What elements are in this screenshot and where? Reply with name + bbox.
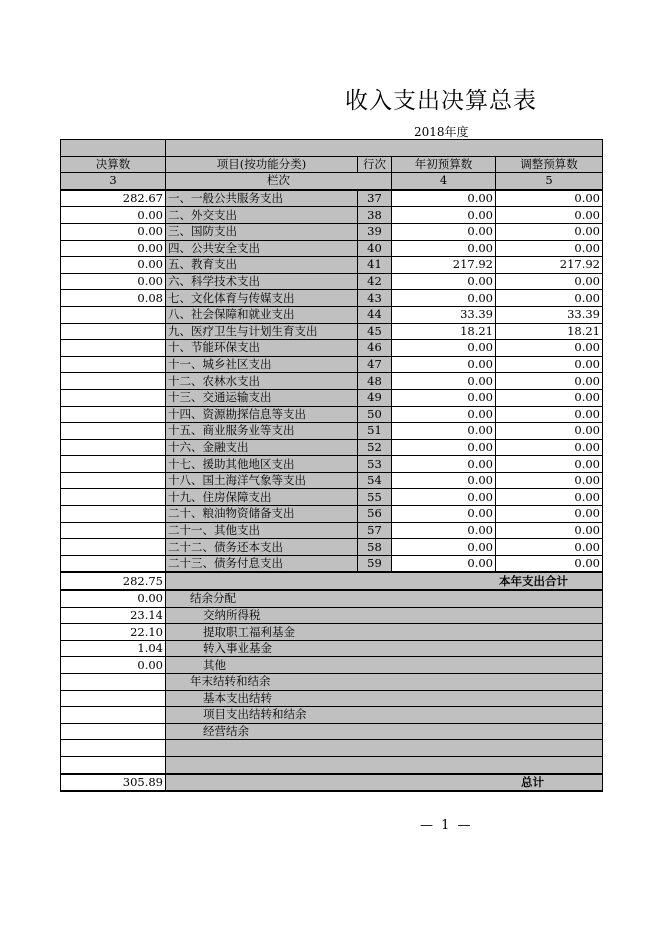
allocation-row	[61, 740, 603, 757]
item-label-cell: 七、文化体育与传媒支出	[166, 290, 358, 307]
initial-budget-cell: 0.00	[392, 223, 496, 240]
final-amount-cell	[61, 439, 166, 456]
allocation-value-cell: 1.04	[61, 640, 166, 657]
row-number-cell: 45	[358, 323, 392, 340]
initial-budget-cell: 0.00	[392, 373, 496, 390]
allocation-row	[61, 690, 603, 707]
row-number-cell: 38	[358, 207, 392, 224]
item-label-cell: 九、医疗卫生与计划生育支出	[166, 323, 358, 340]
adjusted-budget-cell: 0.00	[496, 472, 603, 489]
row-number-cell: 55	[358, 489, 392, 506]
adjusted-budget-cell: 0.00	[496, 373, 603, 390]
allocation-row	[61, 640, 603, 657]
final-amount-cell	[61, 489, 166, 506]
allocation-label-cell	[166, 740, 603, 757]
allocation-label-cell: 项目支出结转和结余	[166, 707, 603, 724]
final-amount-cell: 0.00	[61, 257, 166, 274]
final-amount-cell	[61, 539, 166, 556]
header-final-amount: 决算数	[61, 156, 166, 173]
item-label-cell: 二十三、债务付息支出	[166, 555, 358, 572]
item-label-cell: 十九、住房保障支出	[166, 489, 358, 506]
row-number-cell: 46	[358, 340, 392, 357]
allocation-label-cell: 其他	[166, 657, 603, 674]
adjusted-budget-cell: 0.00	[496, 290, 603, 307]
final-amount-cell: 0.00	[61, 207, 166, 224]
allocation-value-cell	[61, 740, 166, 757]
table-row	[61, 389, 603, 406]
initial-budget-cell: 0.00	[392, 273, 496, 290]
initial-budget-cell: 0.00	[392, 406, 496, 423]
header-adjusted-budget: 调整预算数	[496, 156, 603, 173]
initial-budget-cell: 0.00	[392, 356, 496, 373]
adjusted-budget-cell: 0.00	[496, 555, 603, 572]
row-number-cell: 48	[358, 373, 392, 390]
item-label-cell: 十一、城乡社区支出	[166, 356, 358, 373]
table-row	[61, 340, 603, 357]
item-label-cell: 十二、农林水支出	[166, 373, 358, 390]
summary-table	[60, 139, 603, 792]
adjusted-budget-cell: 0.00	[496, 207, 603, 224]
final-amount-cell: 0.00	[61, 273, 166, 290]
allocation-row	[61, 657, 603, 674]
item-label-cell: 一、一般公共服务支出	[166, 190, 358, 207]
subheader-col-3: 3	[61, 173, 166, 190]
adjusted-budget-cell: 0.00	[496, 406, 603, 423]
allocation-value-cell: 23.14	[61, 607, 166, 624]
annual-total-row	[61, 572, 603, 590]
final-amount-cell	[61, 306, 166, 323]
blank-cell	[166, 140, 603, 157]
adjusted-budget-cell: 0.00	[496, 240, 603, 257]
item-label-cell: 三、国防支出	[166, 223, 358, 240]
row-number-cell: 59	[358, 555, 392, 572]
initial-budget-cell: 0.00	[392, 240, 496, 257]
blank-cell	[61, 140, 166, 157]
allocation-row	[61, 624, 603, 641]
row-number-cell: 37	[358, 190, 392, 207]
allocation-row	[61, 607, 603, 624]
page-title: 收入支出决算总表	[345, 88, 537, 114]
subheader-col-4: 4	[392, 173, 496, 190]
grand-total-value: 305.89	[61, 774, 166, 792]
final-amount-cell	[61, 340, 166, 357]
row-number-cell: 44	[358, 306, 392, 323]
allocation-value-cell: 0.00	[61, 657, 166, 674]
final-amount-cell	[61, 522, 166, 539]
table-row	[61, 439, 603, 456]
table-row	[61, 423, 603, 440]
table-row	[61, 356, 603, 373]
allocation-label-cell: 年末结转和结余	[166, 674, 603, 691]
item-label-cell: 六、科学技术支出	[166, 273, 358, 290]
table-row	[61, 190, 603, 207]
initial-budget-cell: 0.00	[392, 423, 496, 440]
final-amount-cell	[61, 472, 166, 489]
initial-budget-cell: 0.00	[392, 207, 496, 224]
adjusted-budget-cell: 0.00	[496, 273, 603, 290]
item-label-cell: 十、节能环保支出	[166, 340, 358, 357]
table-row	[61, 306, 603, 323]
final-amount-cell: 282.67	[61, 190, 166, 207]
table-row	[61, 257, 603, 274]
final-amount-cell: 0.08	[61, 290, 166, 307]
allocation-value-cell: 0.00	[61, 590, 166, 607]
initial-budget-cell: 0.00	[392, 489, 496, 506]
row-number-cell: 54	[358, 472, 392, 489]
initial-budget-cell: 217.92	[392, 257, 496, 274]
header-row	[61, 156, 603, 173]
subheader-row	[61, 173, 603, 190]
initial-budget-cell: 0.00	[392, 506, 496, 523]
table-row	[61, 555, 603, 572]
table-row	[61, 539, 603, 556]
allocation-row	[61, 674, 603, 691]
table-row	[61, 273, 603, 290]
allocation-row	[61, 590, 603, 607]
final-amount-cell: 0.00	[61, 223, 166, 240]
initial-budget-cell: 0.00	[392, 472, 496, 489]
allocation-row	[61, 756, 603, 773]
page-number: — 1 —	[420, 818, 473, 833]
row-number-cell: 39	[358, 223, 392, 240]
adjusted-budget-cell: 18.21	[496, 323, 603, 340]
final-amount-cell	[61, 555, 166, 572]
allocation-label-cell	[166, 756, 603, 773]
allocation-value-cell: 22.10	[61, 624, 166, 641]
adjusted-budget-cell: 0.00	[496, 539, 603, 556]
row-number-cell: 40	[358, 240, 392, 257]
initial-budget-cell: 0.00	[392, 290, 496, 307]
table-row	[61, 323, 603, 340]
row-number-cell: 49	[358, 389, 392, 406]
row-number-cell: 51	[358, 423, 392, 440]
initial-budget-cell: 0.00	[392, 539, 496, 556]
grand-total-row	[61, 774, 603, 792]
item-label-cell: 十四、资源勘探信息等支出	[166, 406, 358, 423]
table-row	[61, 472, 603, 489]
allocation-value-cell	[61, 690, 166, 707]
allocation-label-cell: 转入事业基金	[166, 640, 603, 657]
initial-budget-cell: 33.39	[392, 306, 496, 323]
item-label-cell: 十八、国土海洋气象等支出	[166, 472, 358, 489]
grand-total-label: 总计	[166, 774, 603, 792]
adjusted-budget-cell: 0.00	[496, 423, 603, 440]
row-number-cell: 53	[358, 456, 392, 473]
initial-budget-cell: 0.00	[392, 340, 496, 357]
allocation-value-cell	[61, 707, 166, 724]
final-amount-cell	[61, 406, 166, 423]
final-amount-cell	[61, 456, 166, 473]
item-label-cell: 二十二、债务还本支出	[166, 539, 358, 556]
allocation-label-cell: 交纳所得税	[166, 607, 603, 624]
table-row	[61, 207, 603, 224]
adjusted-budget-cell: 0.00	[496, 340, 603, 357]
item-label-cell: 五、教育支出	[166, 257, 358, 274]
item-label-cell: 四、公共安全支出	[166, 240, 358, 257]
item-label-cell: 十六、金融支出	[166, 439, 358, 456]
initial-budget-cell: 0.00	[392, 389, 496, 406]
row-number-cell: 50	[358, 406, 392, 423]
table-row	[61, 406, 603, 423]
table-row	[61, 240, 603, 257]
row-number-cell: 52	[358, 439, 392, 456]
adjusted-budget-cell: 0.00	[496, 223, 603, 240]
initial-budget-cell: 0.00	[392, 555, 496, 572]
allocation-value-cell	[61, 756, 166, 773]
annual-total-label: 本年支出合计	[166, 572, 603, 590]
initial-budget-cell: 0.00	[392, 522, 496, 539]
header-initial-budget: 年初预算数	[392, 156, 496, 173]
adjusted-budget-cell: 217.92	[496, 257, 603, 274]
adjusted-budget-cell: 0.00	[496, 356, 603, 373]
table-row	[61, 373, 603, 390]
annual-total-value: 282.75	[61, 572, 166, 590]
item-label-cell: 十三、交通运输支出	[166, 389, 358, 406]
final-amount-cell	[61, 389, 166, 406]
adjusted-budget-cell: 0.00	[496, 439, 603, 456]
adjusted-budget-cell: 0.00	[496, 489, 603, 506]
adjusted-budget-cell: 0.00	[496, 456, 603, 473]
allocation-label-cell: 经营结余	[166, 723, 603, 740]
final-amount-cell	[61, 373, 166, 390]
allocation-label-cell: 基本支出结转	[166, 690, 603, 707]
row-number-cell: 41	[358, 257, 392, 274]
final-amount-cell	[61, 506, 166, 523]
allocation-value-cell	[61, 674, 166, 691]
adjusted-budget-cell: 0.00	[496, 190, 603, 207]
header-item: 项目(按功能分类)	[166, 156, 358, 173]
item-label-cell: 十五、商业服务业等支出	[166, 423, 358, 440]
initial-budget-cell: 0.00	[392, 456, 496, 473]
row-number-cell: 42	[358, 273, 392, 290]
initial-budget-cell: 18.21	[392, 323, 496, 340]
final-amount-cell: 0.00	[61, 240, 166, 257]
row-number-cell: 58	[358, 539, 392, 556]
item-label-cell: 二十、粮油物资储备支出	[166, 506, 358, 523]
table-row	[61, 506, 603, 523]
initial-budget-cell: 0.00	[392, 190, 496, 207]
table-row	[61, 522, 603, 539]
initial-budget-cell: 0.00	[392, 439, 496, 456]
blank-header-row	[61, 140, 603, 157]
table-row	[61, 290, 603, 307]
report-year: 2018年度	[414, 125, 469, 139]
adjusted-budget-cell: 0.00	[496, 389, 603, 406]
row-number-cell: 56	[358, 506, 392, 523]
allocation-row	[61, 723, 603, 740]
subheader-column-order: 栏次	[166, 173, 392, 190]
subheader-col-5: 5	[496, 173, 603, 190]
table-row	[61, 456, 603, 473]
summary-table-container	[60, 139, 603, 792]
final-amount-cell	[61, 423, 166, 440]
allocation-label-cell: 结余分配	[166, 590, 603, 607]
row-number-cell: 47	[358, 356, 392, 373]
allocation-value-cell	[61, 723, 166, 740]
row-number-cell: 57	[358, 522, 392, 539]
allocation-label-cell: 提取职工福利基金	[166, 624, 603, 641]
final-amount-cell	[61, 323, 166, 340]
header-row-number: 行次	[358, 156, 392, 173]
table-row	[61, 489, 603, 506]
adjusted-budget-cell: 33.39	[496, 306, 603, 323]
allocation-row	[61, 707, 603, 724]
adjusted-budget-cell: 0.00	[496, 522, 603, 539]
item-label-cell: 二十一、其他支出	[166, 522, 358, 539]
row-number-cell: 43	[358, 290, 392, 307]
item-label-cell: 二、外交支出	[166, 207, 358, 224]
final-amount-cell	[61, 356, 166, 373]
item-label-cell: 八、社会保障和就业支出	[166, 306, 358, 323]
item-label-cell: 十七、援助其他地区支出	[166, 456, 358, 473]
adjusted-budget-cell: 0.00	[496, 506, 603, 523]
table-row	[61, 223, 603, 240]
